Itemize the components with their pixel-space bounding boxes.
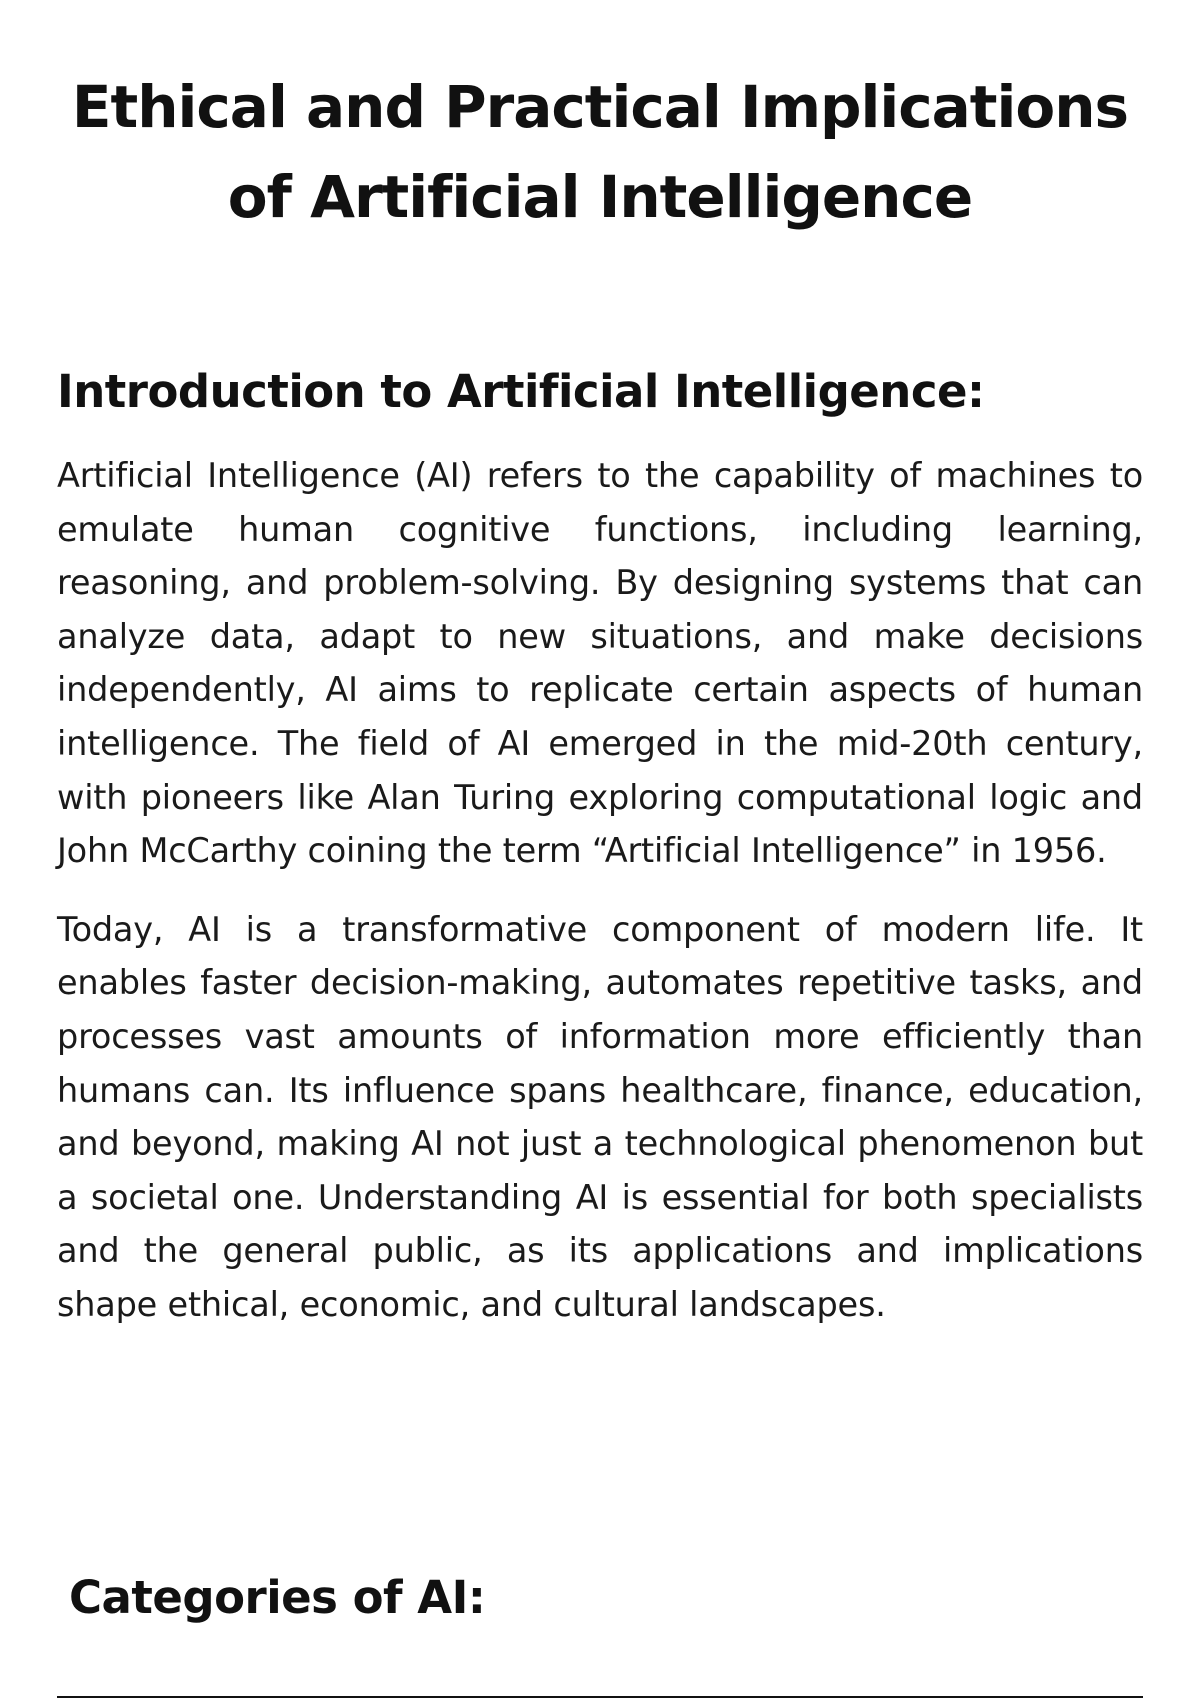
introduction-body: [57, 449, 1143, 1357]
section-heading-introduction: Introduction to Artificial Intelligence:: [57, 365, 985, 418]
document-title: Ethical and Practical Implications of Artificial Intelligence: [71, 73, 1129, 231]
paragraph: Artificial Intelligence (AI) refers to the capability of machines to emulate human cognitive functions, including learning, reasoning, and problem-solving. By designing systems that can analyze data, adapt to new situations, and make decisions independently, AI aims to replicate certain aspects of human intelligence. The field of AI emerged in the mid-20th century, with pioneers like Alan Turing exploring computational logic and John McCarthy coining the term “Artificial Intelligence” in 1956.: [57, 456, 1143, 871]
section-heading-categories: Categories of AI:: [69, 1571, 486, 1624]
horizontal-divider: [57, 1696, 1143, 1698]
paragraph: Today, AI is a transformative component of modern life. It enables faster decision-making, automates repetitive tasks, and processes vast amounts of information more efficiently than humans can. Its influence spans healthcare, finance, education, and beyond, making AI not just a technological phenomenon but a societal one. Understanding AI is essential for both specialists and the general public, as its applications and implications shape ethical, economic, and cultural landscapes.: [57, 909, 1143, 1324]
